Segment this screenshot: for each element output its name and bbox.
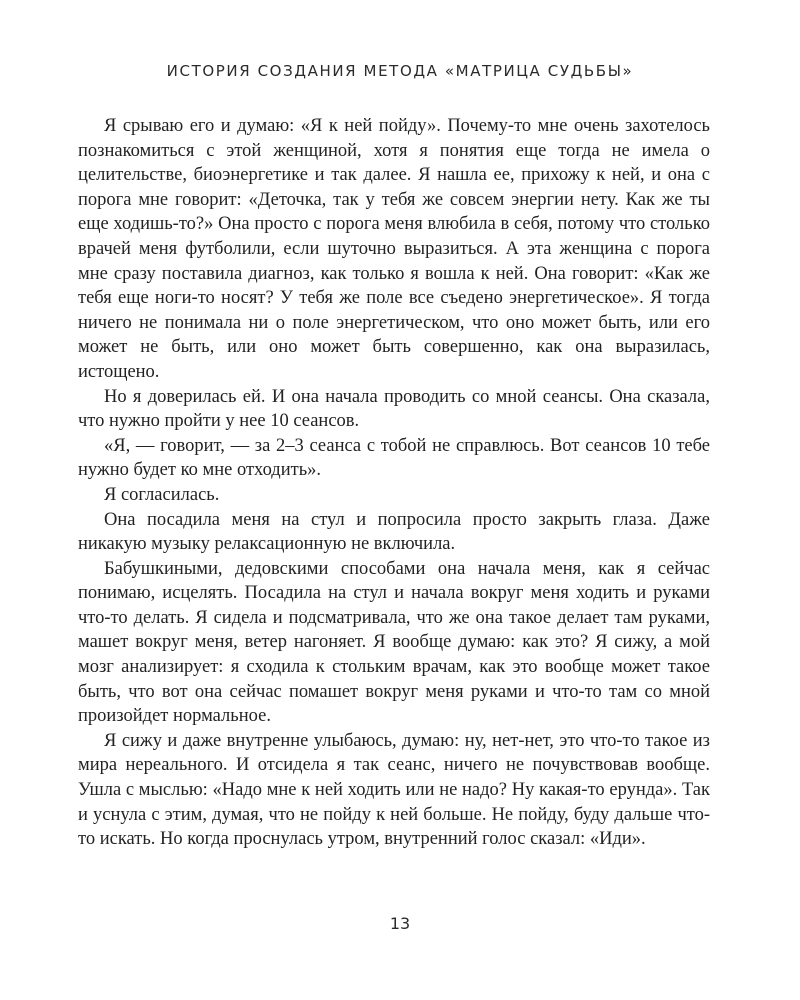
paragraph: Я срываю его и думаю: «Я к ней пойду». Почему-то мне очень захотелось познакомиться с этой женщиной, хотя я понятия еще тогда не имела о целительстве, биоэнергетике и так далее. Я нашла ее, прихожу к ней, и она с порога мне говорит: «Деточка, так у тебя же совсем энергии нету. Как же ты еще ходишь-то?» Она просто с порога меня влюбила в себя, потому что столько врачей меня футболили, если шуточно выразиться. А эта женщина с порога мне сразу поставила диагноз, как только я вошла к ней. Она говорит: «Как же тебя еще ноги-то носят? У тебя же поле все съедено энергетическое». Я тогда ничего не понимала ни о поле энергетическом, что оно может быть, или его может не быть, или оно может быть совершенно, как она выразилась, истощено. (78, 116, 710, 382)
running-header: ИСТОРИЯ СОЗДАНИЯ МЕТОДА «МАТРИЦА СУДЬБЫ» (166, 62, 634, 80)
paragraph: Она посадила меня на стул и попросила просто закрыть глаза. Даже никакую музыку релаксационную не включила. (78, 509, 710, 555)
paragraph: «Я, — говорит, — за 2–3 сеанса с тобой не справлюсь. Вот сеансов 10 тебе нужно будет ко мне отходить». (78, 435, 710, 481)
paragraph: Но я доверилась ей. И она начала проводить со мной сеансы. Она сказала, что нужно пройти у нее 10 сеансов. (78, 386, 710, 432)
paragraph: Я согласилась. (104, 484, 220, 505)
paragraph: Я сижу и даже внутренне улыбаюсь, думаю: ну, нет-нет, это что-то такое из мира нереального. И отсидела я так сеанс, ничего не почувствовав вообще. Ушла с мыслью: «Надо мне к ней ходить или не надо? Ну какая-то ерунда». Так и уснула с этим, думая, что не пойду к ней больше. Не пойду, буду дальше что-то искать. Но когда проснулась утром, внутренний голос сказал: «Иди». (78, 730, 710, 850)
body-text (78, 114, 710, 852)
page-number: 13 (389, 914, 411, 933)
paragraph: Бабушкиными, дедовскими способами она начала меня, как я сейчас понимаю, исцелять. Посадила на стул и начала вокруг меня ходить и руками что-то делать. Я сидела и подсматривала, что же она такое делает там руками, машет вокруг меня, ветер нагоняет. Я вообще думаю: как это? Я сижу, а мой мозг анализирует: я сходила к стольким врачам, как это вообще может такое быть, что вот она сейчас помашет вокруг меня руками и что-то там со мной произойдет нормальное. (78, 558, 710, 727)
